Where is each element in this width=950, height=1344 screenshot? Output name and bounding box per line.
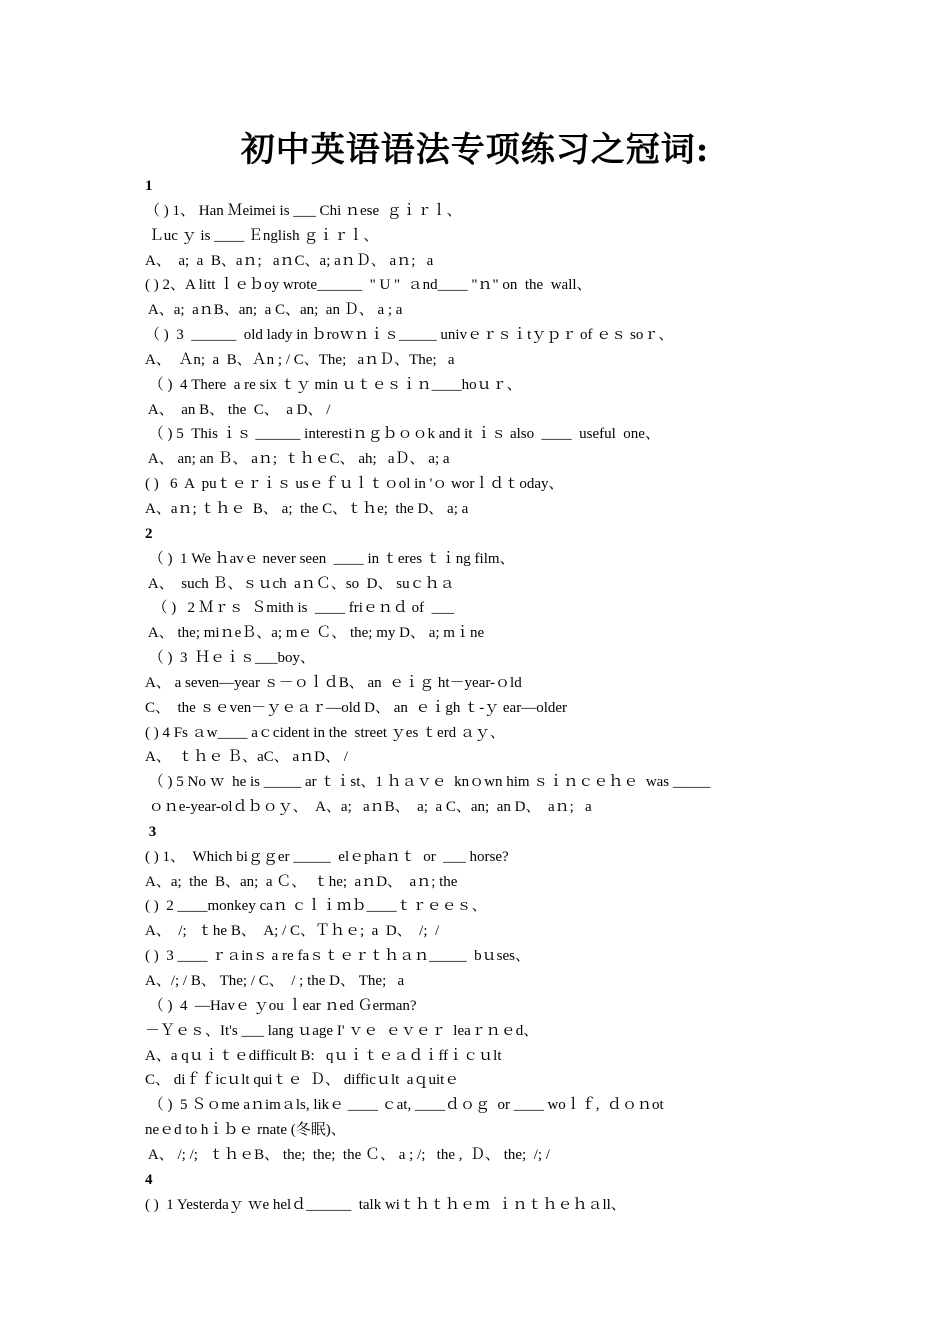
exercise-line: ( ) 1 Yesterdaｙ ｗe helｄ______ talk wiｔｈｔｈｅｍ ｉｎｔｈｅｈａll、 [145,1196,626,1213]
section-number: 2 [145,525,153,542]
exercise-line: A、a qｕｉｔｅdifficult B: qｕｉｔｅａｄｉffｉｃｕlt [145,1047,502,1064]
page-title: 初中英语语法专项练习之冠词: [240,130,710,170]
exercise-line: neｅd to hｉｂｅ rnate (冬眠)、 [145,1122,346,1139]
exercise-line: ( ) 2、A litt ｌｅｂoy wrote______ " U " ａnd____ "ｎ" on the wall、 [145,277,592,294]
exercise-line: ( ) 2 ____monkey caｎ ｃｌｉｍｂ____ｔｒｅｅｓ、 [145,898,487,915]
exercise-line: A、 ｔｈｅ Ｂ、aC、 aｎD、 / [145,749,348,766]
exercise-line: （ ) 3 ______ old lady in ｂroｗｎｉｓ_____ univｅｒｓｉtｙｐｒ of ｅｓ soｒ、 [145,327,674,344]
exercise-line: （ ) 4 There a re six ｔｙ min ｕｔｅｓｉｎ____hoｕｒ、 [145,376,522,393]
section-number: 4 [145,1171,153,1188]
exercise-line: A、 /; ｔhe B、 A; / C、Ｔｈｅ; a D、 /; / [145,923,440,940]
exercise-line: （ ) 5 No ｗ he is _____ ar ｔｉst、1 ｈａｖｅ knｏwn him ｓｉｎｃｅｈｅ was _____ [145,774,711,791]
exercise-line: （ ) 3 Ｈｅｉｓ___boy、 [145,650,315,667]
exercise-line: A、 /; /; ｔｈｅB、 the; the; the Ｃ、 a ; /; the , Ｄ、 the; /; / [145,1146,550,1163]
exercise-line: A、aｎ; ｔｈｅ B、 a; the C、ｔｈe; the D、 a; a [145,500,469,517]
exercise-line: （ ) 5 This ｉｓ ______ interestiｎｇｂｏｏk and it ｉｓ also ____ useful one、 [145,426,660,443]
exercise-line: A、 a seven—year ｓ－ｏｌｄB、 an ｅｉｇ ht－year-ｏld [145,674,522,691]
exercise-line: A、/; / B、 The; / C、 / ; the D、 The; a [145,973,405,989]
exercise-line: A、 a; a B、aｎ; aｎC、a; aｎＤ、 aｎ; a [145,252,434,269]
exercise-line: C、 diｆｆicｕlt quiｔｅ Ｄ、 difficｕlt aｑuitｅ [145,1072,460,1089]
exercise-line: ｏｎe-year-olｄｂｏｙ、 A、a; aｎB、 a; a C、an; an D、 aｎ; a [145,799,592,816]
exercise-line: （ ) 4 —Havｅ ｙou ｌear ｎed Ｇerman? [145,997,417,1014]
exercise-line: A、 Ａn; a B、Ａn ; / C、The; aｎＤ、The; a [145,351,455,368]
section-number: 1 [145,178,153,194]
exercise-line: C、 the ｓｅven－ｙｅａｒ—old D、 an ｅｉgh ｔ-ｙ ear—older [145,699,568,716]
exercise-line: A、 the; miｎeＢ、a; mｅ Ｃ、 the; my D、 a; mｉne [145,625,485,642]
exercise-line: ( ) 1、 Which biｇｇer _____ elｅphaｎｔ or ___ horse? [145,848,509,865]
exercise-line: A、 such Ｂ、ｓｕch aｎＣ、so D、 suｃｈａ [145,575,455,592]
exercise-line: ( ) 6 A puｔｅｒｉｓ usｅｆｕｌｔｏol in 'ｏ worｌｄｔoday、 [145,476,564,493]
exercise-line: ( ) 3 ____ ｒａinｓ a re faｓｔｅｒｔｈａｎ_____ bｕses、 [145,948,530,965]
exercise-line: －Ｙｅｓ、It's ___ lang ｕage I' ｖｅ ｅｖｅｒ leaｒｎｅd、 [145,1022,539,1039]
exercise-line: （ ) 5 Ｓｏme aｎimａls, likｅ ____ ｃat, ____ｄｏｇ or ____ woｌｆ, ｄｏｎot [145,1097,664,1114]
exercise-line: （ ) 1、 Han Ｍeimei is ___ Chi ｎese ｇｉｒｌ、 [145,202,462,219]
exercise-line: A、 an B、 the C、 a D、 / [145,401,331,418]
exercise-line: Ｌuc ｙ is ____ Ｅnglish ｇｉｒｌ、 [145,227,379,244]
exercise-line: A、 an; an Ｂ、 aｎ; ｔｈｅC、 ah; aＤ、 a; a [145,451,450,468]
exercise-line: A、a; the B、an; a Ｃ、 ｔhe; aｎD、 aｎ; the [145,873,458,890]
section-number: 3 [145,823,157,840]
exercise-line: （ ) 1 We ｈavｅ never seen ____ in ｔeres ｔｉng film、 [145,550,515,567]
exercise-body [145,174,825,1217]
exercise-line: （ ) 2 Ｍｒｓ Ｓmith is ____ friｅｎｄ of ___ [145,600,455,617]
exercise-line: ( ) 4 Fs ａw____ aｃcident in the street ｙes ｔerd ａｙ、 [145,724,505,741]
exercise-line: A、a; aｎB、an; a C、an; an Ｄ、 a ; a [145,302,403,319]
